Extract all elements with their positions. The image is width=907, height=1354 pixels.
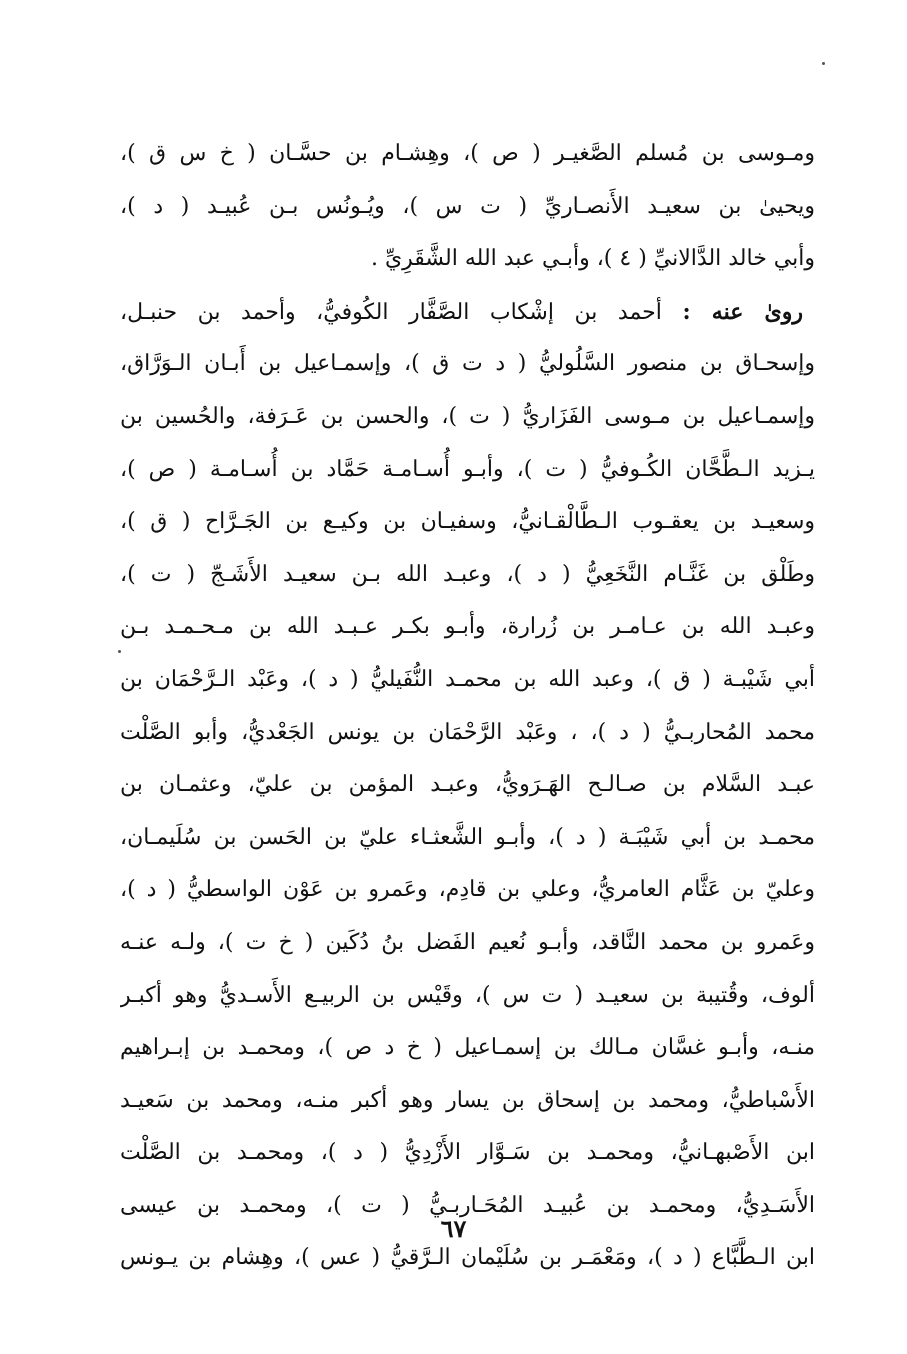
- text-line: محمد المُحاربـيُّ ( د )، ، وعَبْد الرَّحْمَان بن يونس الجَعْديُّ، وأبو الصَّلْت: [120, 719, 815, 745]
- text-line: وأبي خالد الدَّالانيِّ ( ٤ )، وأبـي عبد الله الشَّقَرِيِّ .: [370, 246, 815, 272]
- text-line: وعليّ بن عَثَّام العامريُّ، وعلي بن قادِم، وعَمرو بن عَوْن الواسطيُّ ( د )،: [120, 877, 815, 903]
- text-line: أبي شَيْبـة ( ق )، وعبد الله بن محمـد النُّفَيليُّ ( د )، وعَبْد الـرَّحْمَان بن: [120, 666, 815, 692]
- narrators-heading: روىٰ عنه :: [682, 298, 804, 325]
- text-line: وإسمـاعيل بن مـوسى الفَزَاريُّ ( ت )، والحسن بن عَـرَفة، والحُسين بن: [120, 403, 815, 429]
- text-line: وعبـد الله بن عـامـر بن زُرارة، وأبـو بكـر عـبـد الله بن مـحـمـد بـن: [120, 614, 815, 640]
- text-line: الأَسْباطيُّ، ومحمد بن إسحاق بن يسار وهو أكبر منـه، ومحمد بن سَعيـد: [120, 1087, 815, 1113]
- scan-speck: [118, 650, 121, 653]
- text-line: ابن الـطَّبَّاع ( د )، ومَعْمَـر بن سُلَيْمان الـرَّقيُّ ( عس )، وهِشام بن يـونس: [120, 1245, 815, 1271]
- text-line: [120, 286, 815, 339]
- scan-speck: [822, 62, 825, 65]
- text-line: عبـد السَّلام بن صـالـح الهَـرَويُّ، وعبـد المؤمن بن عليّ، وعثمـان بن: [120, 772, 815, 798]
- text-line: ابن الأَصْبهـانيُّ، ومحمـد بن سَـوَّار الأَزْدِيُّ ( د )، ومحمـد بن الصَّلْت: [120, 1140, 815, 1166]
- text-line: الأَسَـدِيُّ، ومحمـد بن عُبيـد المُحَـاربـيُّ ( ت )، ومحمـد بن عيسى: [120, 1192, 815, 1218]
- text-line: ويحيىٰ بن سعيـد الأَنصـاريِّ ( ت س )، ويُـونُس بـن عُبيـد ( د )،: [120, 193, 815, 219]
- body-text: [120, 128, 815, 1285]
- text-line: ألوف، وقُتيبة بن سعيـد ( ت س )، وقَيْس بن الربيـع الأَسـديُّ وهو أكبـر: [120, 982, 815, 1008]
- text-segment: أحمد بن إشْكاب الصَّفَّار الكُوفيُّ، وأحمد بن حنبـل،: [120, 299, 662, 325]
- text-line: وطَلْق بن غَنَّـام النَّخَعِيُّ ( د )، وعبـد الله بـن سعيـد الأَشَـجّ ( ت )،: [120, 561, 815, 587]
- text-line: يـزيد الـطَّحَّان الكُـوفيُّ ( ت )، وأبـو أُسـامـة حَمَّاد بن أُسـامـة ( ص )،: [120, 456, 815, 482]
- text-line: محمـد بن أبي شَيْبَـة ( د )، وأبـو الشَّعثـاء عليّ بن الحَسن بن سُلَيمـان،: [120, 824, 815, 850]
- text-line: وإسحـاق بن منصور السَّلُوليُّ ( د ت ق )، وإسمـاعيل بن أَبـان الـوَرَّاق،: [120, 351, 815, 377]
- text-line: منـه، وأبـو غسَّان مـالك بن إسمـاعيل ( خ د ص )، ومحمـد بن إبـراهيم: [120, 1035, 815, 1061]
- text-line: ومـوسى بن مُسلم الصَّغيـر ( ص )، وهِشـام بن حسَّـان ( خ س ق )،: [120, 141, 815, 166]
- text-line: وعَمرو بن محمد النَّاقد، وأبـو نُعيم الفَضل بنُ دُكَين ( خ ت )، ولـه عنـه: [120, 929, 815, 955]
- page-number: ٦٧: [440, 1214, 467, 1243]
- text-line: وسعيـد بن يعقـوب الـطَّالْقـانيُّ، وسفيـان بن وكيـع بن الجَـرَّاح ( ق )،: [120, 509, 815, 535]
